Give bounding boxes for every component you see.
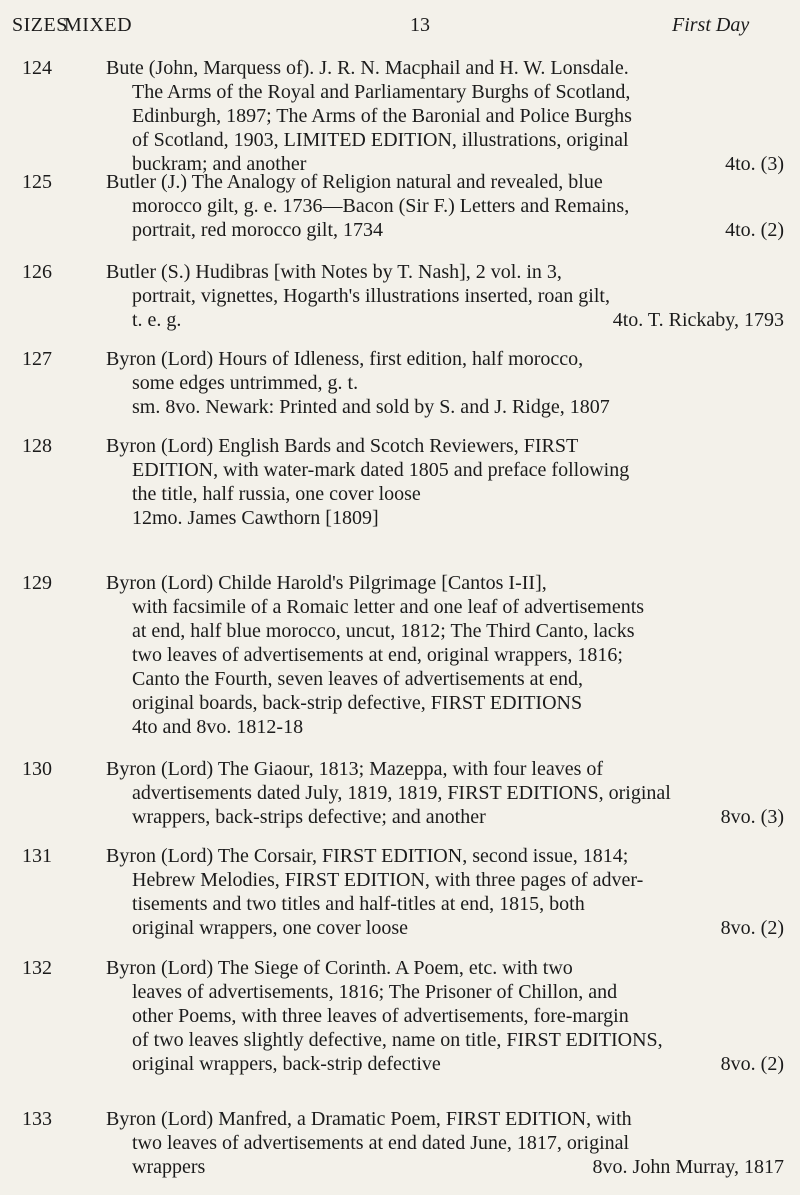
description-line: original wrappers, back-strip defective 8vo. (2)	[132, 1053, 784, 1075]
description-line: Byron (Lord) The Giaour, 1813; Mazeppa, with four leaves of	[106, 758, 604, 780]
description-line: tisements and two titles and half-titles at end, 1815, both	[132, 893, 585, 915]
lot-description	[106, 260, 784, 332]
description-line: Butler (S.) Hudibras [with Notes by T. Nash], 2 vol. in 3,	[106, 261, 562, 283]
description-line: Byron (Lord) Childe Harold's Pilgrimage [Cantos I-II],	[106, 572, 547, 594]
lot-number: 130	[22, 758, 52, 780]
description-line: original boards, back-strip defective, FIRST EDITIONS	[132, 692, 583, 714]
format-and-count: 8vo. John Murray, 1817	[592, 1156, 784, 1178]
description-line: some edges untrimmed, g. t.	[132, 372, 359, 394]
description-line: with facsimile of a Romaic letter and one leaf of advertisements	[132, 596, 645, 618]
description-line: advertisements dated July, 1819, 1819, FIRST EDITIONS, original	[132, 782, 671, 804]
running-head	[0, 14, 800, 44]
description-line: two leaves of advertisements at end, original wrappers, 1816;	[132, 644, 623, 666]
lot-number: 126	[22, 261, 52, 283]
description-line: Byron (Lord) Manfred, a Dramatic Poem, FIRST EDITION, with	[106, 1108, 632, 1130]
description-line: wrappers 8vo. John Murray, 1817	[132, 1156, 784, 1178]
lot-description	[106, 571, 784, 739]
format-and-count: 4to. (2)	[725, 219, 784, 241]
description-line: buckram; and another 4to. (3)	[132, 153, 784, 175]
lot-description	[106, 434, 784, 530]
description-line: 12mo. James Cawthorn [1809]	[132, 507, 379, 529]
format-and-count: 8vo. (3)	[720, 806, 784, 828]
lot-description	[106, 1107, 784, 1179]
description-line: of two leaves slightly defective, name on title, FIRST EDITIONS,	[132, 1029, 663, 1051]
lot-description	[106, 347, 784, 419]
description-line: leaves of advertisements, 1816; The Prisoner of Chillon, and	[132, 981, 618, 1003]
description-line: Edinburgh, 1897; The Arms of the Baronial and Police Burghs	[132, 105, 632, 127]
lot-number: 125	[22, 171, 52, 193]
description-line: Byron (Lord) The Corsair, FIRST EDITION, second issue, 1814;	[106, 845, 629, 867]
lot-number: 124	[22, 57, 52, 79]
lot-description	[106, 56, 784, 176]
format-and-count: 4to. (3)	[725, 153, 784, 175]
lot-description	[106, 956, 784, 1076]
format-and-count: 8vo. (2)	[720, 1053, 784, 1075]
lot-number: 129	[22, 572, 52, 594]
description-line: Butler (J.) The Analogy of Religion natural and revealed, blue	[106, 171, 603, 193]
description-line: Bute (John, Marquess of). J. R. N. Macphail and H. W. Lonsdale.	[106, 57, 629, 79]
description-line: EDITION, with water-mark dated 1805 and preface following	[132, 459, 630, 481]
description-line: Hebrew Melodies, FIRST EDITION, with three pages of adver-	[132, 869, 644, 891]
description-line: other Poems, with three leaves of advertisements, fore-margin	[132, 1005, 629, 1027]
lot-number: 131	[22, 845, 52, 867]
description-line: the title, half russia, one cover loose	[132, 483, 421, 505]
lot-number: 132	[22, 957, 52, 979]
running-head-day: First Day	[672, 14, 750, 36]
description-line: Byron (Lord) The Siege of Corinth. A Poem, etc. with two	[106, 957, 573, 979]
lot-description	[106, 757, 784, 829]
description-line: original wrappers, one cover loose 8vo. (2)	[132, 917, 784, 939]
running-head-sizes: SIZES	[12, 14, 68, 36]
description-line: Byron (Lord) Hours of Idleness, first edition, half morocco,	[106, 348, 584, 370]
description-line: 4to and 8vo. 1812-18	[132, 716, 304, 738]
lot-number: 127	[22, 348, 52, 370]
description-line: sm. 8vo. Newark: Printed and sold by S. and J. Ridge, 1807	[132, 396, 610, 418]
description-line: Canto the Fourth, seven leaves of advertisements at end,	[132, 668, 583, 690]
format-and-count: 4to. T. Rickaby, 1793	[612, 309, 784, 331]
description-line: morocco gilt, g. e. 1736—Bacon (Sir F.) Letters and Remains,	[132, 195, 630, 217]
description-line: of Scotland, 1903, LIMITED EDITION, illustrations, original	[132, 129, 629, 151]
description-line: wrappers, back-strips defective; and another 8vo. (3)	[132, 806, 784, 828]
page-number: 13	[410, 14, 430, 36]
description-line: t. e. g. 4to. T. Rickaby, 1793	[132, 309, 784, 331]
description-line: two leaves of advertisements at end dated June, 1817, original	[132, 1132, 630, 1154]
format-and-count: 8vo. (2)	[720, 917, 784, 939]
description-line: portrait, vignettes, Hogarth's illustrations inserted, roan gilt,	[132, 285, 610, 307]
lot-description	[106, 844, 784, 940]
lot-number: 128	[22, 435, 52, 457]
description-line: at end, half blue morocco, uncut, 1812; The Third Canto, lacks	[132, 620, 635, 642]
description-line: Byron (Lord) English Bards and Scotch Reviewers, FIRST	[106, 435, 579, 457]
lot-description	[106, 170, 784, 242]
lot-number: 133	[22, 1108, 52, 1130]
description-line: The Arms of the Royal and Parliamentary Burghs of Scotland,	[132, 81, 631, 103]
description-line: portrait, red morocco gilt, 1734 4to. (2)	[132, 219, 784, 241]
running-head-mixed: MIXED	[64, 14, 133, 36]
